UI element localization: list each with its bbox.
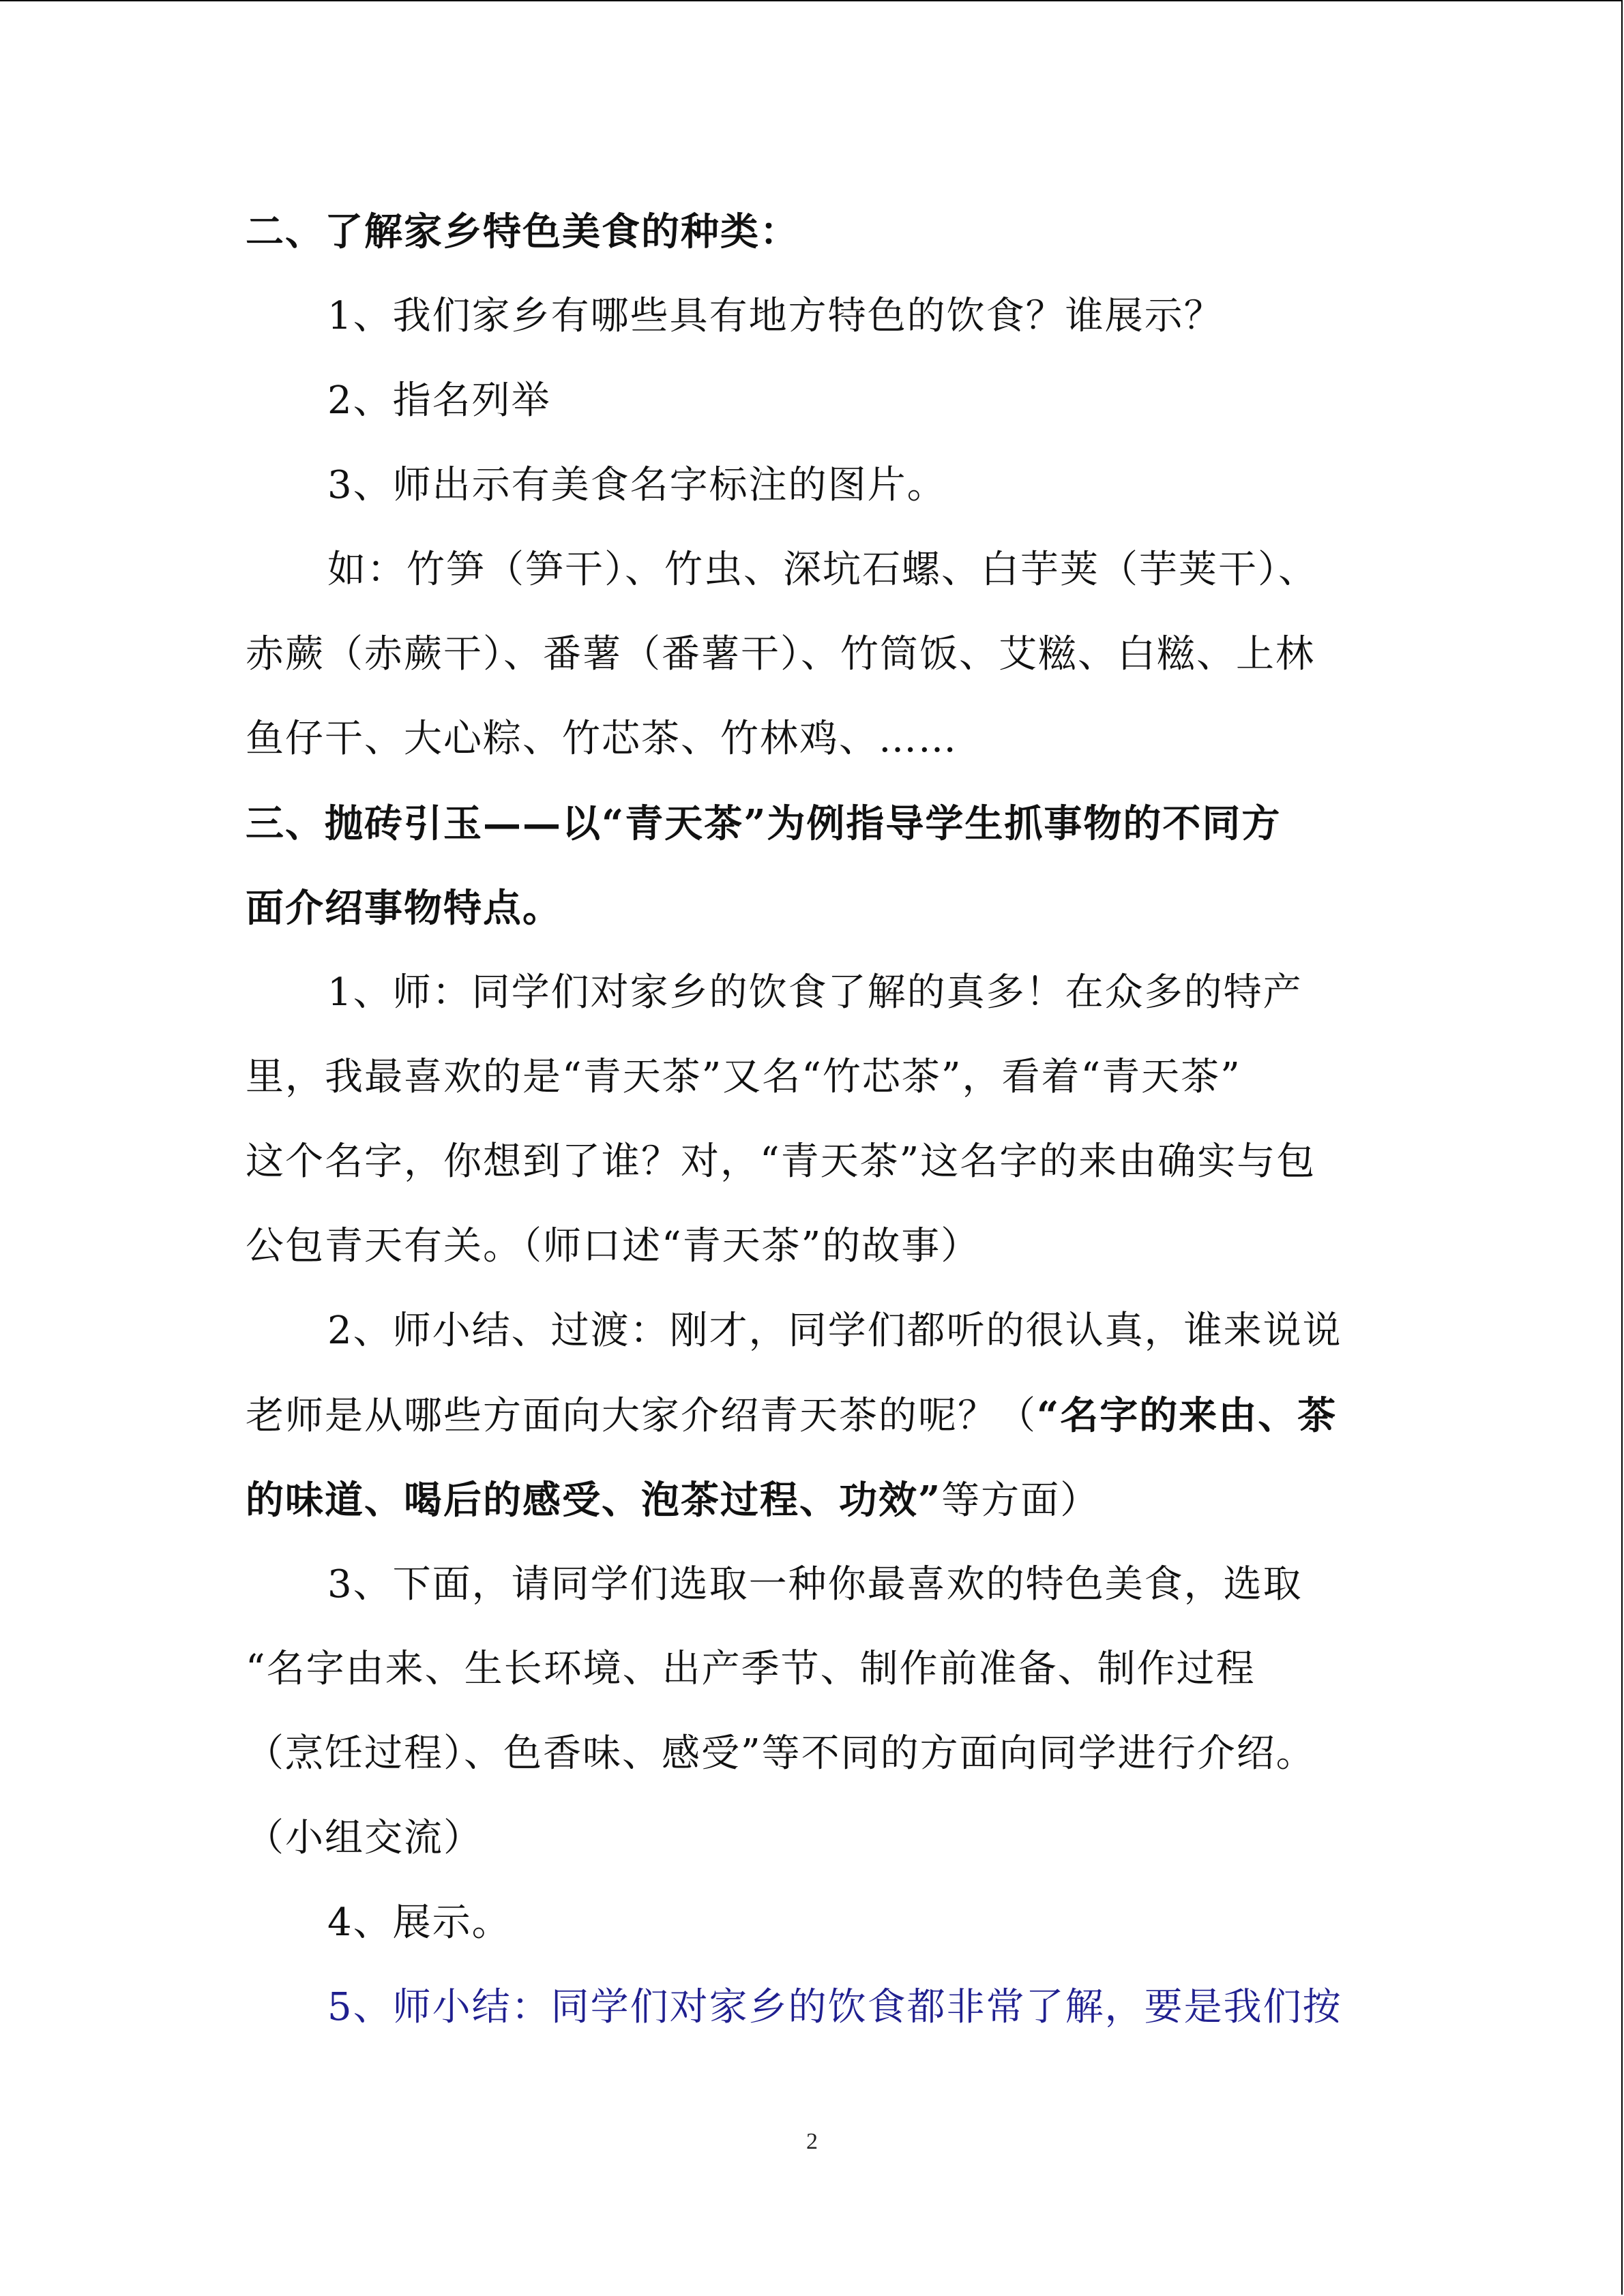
paragraph-line: （小组交流） <box>246 1816 483 1860</box>
paragraph-line: “名字由来、生长环境、出产季节、制作前准备、制作过程 <box>246 1647 1256 1691</box>
normal-text: 老师是从哪些方面向大家介绍青天茶的呢？（ <box>246 1394 1037 1438</box>
paragraph-line: 鱼仔干、大心粽、竹芯茶、竹林鸡、…… <box>246 717 958 761</box>
paragraph-line: 1、师：同学们对家乡的饮食了解的真多！在众多的特产 <box>327 970 1303 1015</box>
section-heading-2: 二、了解家乡特色美食的种类： <box>246 209 799 254</box>
paragraph-line: 赤蕨（赤蕨干）、番薯（番薯干）、竹筒饭、艾糍、白糍、上林 <box>246 632 1315 676</box>
paragraph-line: 这个名字，你想到了谁？对，“青天茶”这名字的来由确实与包 <box>246 1139 1316 1184</box>
paragraph-line-mixed <box>246 1473 1099 1528</box>
paragraph-line: 公包青天有关。（师口述“青天茶”的故事） <box>246 1224 981 1268</box>
paragraph-line-highlighted: 5、师小结：同学们对家乡的饮食都非常了解，要是我们按 <box>327 1985 1342 2029</box>
bold-text: “名字的来由、茶 <box>1037 1393 1338 1438</box>
paragraph-line: 4、展示。 <box>327 1900 512 1945</box>
normal-text: 等方面） <box>941 1478 1100 1523</box>
section-heading-3-cont: 面介绍事物特点。 <box>246 886 562 931</box>
paragraph-line: 如：竹笋（笋干）、竹虫、深坑石螺、白芋荚（芋荚干）、 <box>327 548 1318 592</box>
paragraph-line: 2、指名列举 <box>327 378 551 423</box>
bold-text: 的味道、喝后的感受、泡茶过程、功效” <box>246 1478 942 1523</box>
paragraph-line: 3、师出示有美食名字标注的图片。 <box>327 463 947 507</box>
paragraph-line: 3、下面，请同学们选取一种你最喜欢的特色美食，选取 <box>327 1562 1303 1607</box>
paragraph-line: （烹饪过程）、色香味、感受”等不同的方面向同学进行介绍。 <box>246 1731 1316 1776</box>
section-heading-3: 三、抛砖引玉——以“青天茶”为例指导学生抓事物的不同方 <box>246 801 1282 846</box>
paragraph-line-mixed <box>246 1388 1337 1444</box>
page-number: 2 <box>806 2129 818 2154</box>
paragraph-line: 1、我们家乡有哪些具有地方特色的饮食？谁展示？ <box>327 294 1224 338</box>
paragraph-line: 2、师小结、过渡：刚才，同学们都听的很认真，谁来说说 <box>327 1309 1342 1353</box>
paragraph-line: 里，我最喜欢的是“青天茶”又名“竹芯茶”，看着“青天茶” <box>246 1055 1241 1099</box>
